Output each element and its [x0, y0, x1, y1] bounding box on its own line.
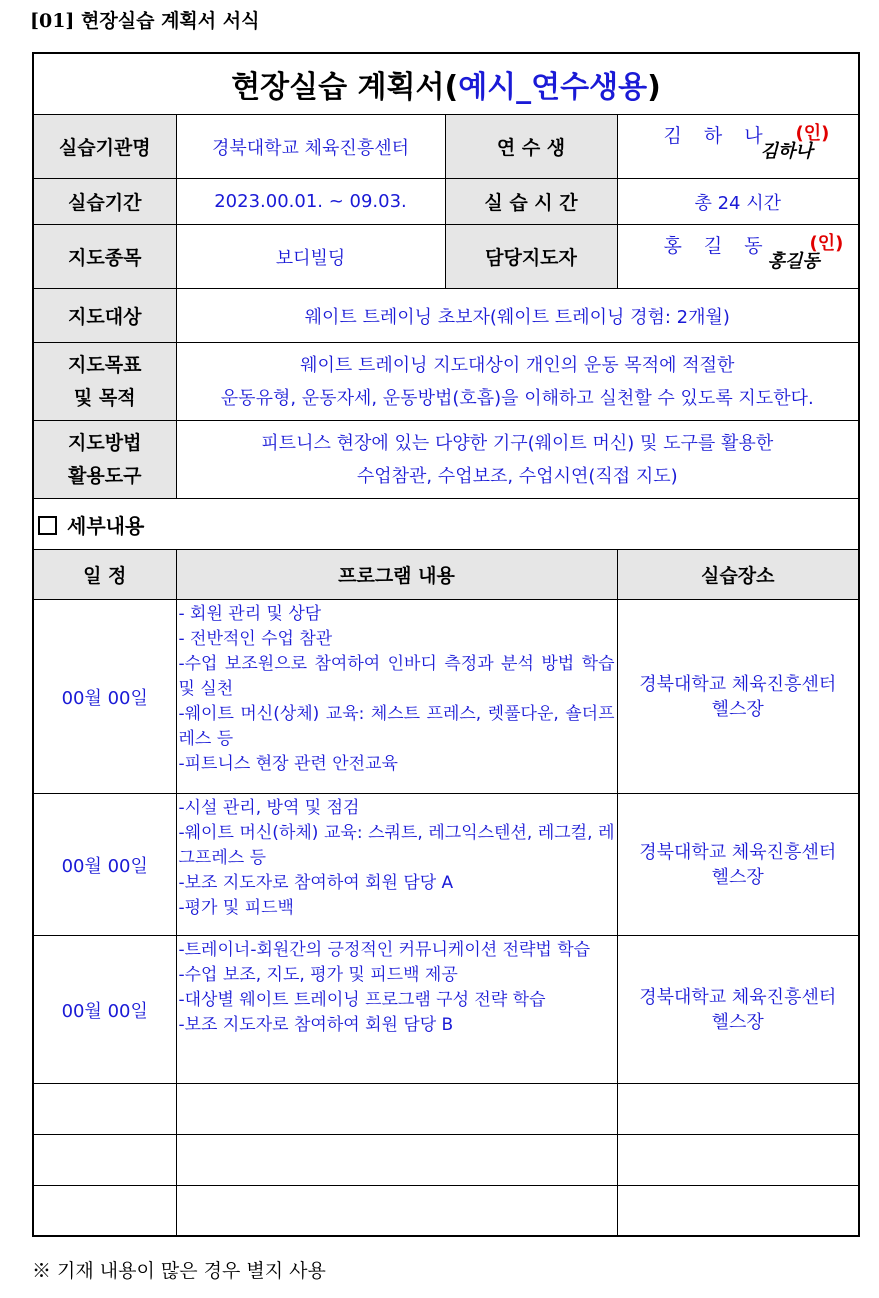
supervisor-seal: (인): [809, 233, 844, 254]
program-line: -보조 지도자로 참여하여 회원 담당 B: [178, 1015, 454, 1035]
title-highlight: 예시_연수생용: [458, 70, 648, 105]
goal-label: [33, 343, 176, 421]
supervisor-signature: 홍길동: [767, 251, 820, 272]
details-section-header: [33, 499, 859, 550]
place-line: 경북대학교 체육진흥센터: [639, 841, 837, 863]
row-program: [176, 936, 617, 1084]
method-label: [33, 421, 176, 499]
program-line: -수업 보조, 지도, 평가 및 피드백 제공: [178, 965, 458, 985]
program-line: -시설 관리, 방역 및 점검: [178, 798, 360, 818]
empty-row: [33, 1186, 859, 1236]
program-line: -웨이트 머신(하체) 교육: 스쿼트, 레그익스텐션, 레그컬, 레그프레스 등: [178, 823, 615, 868]
document-heading: [01] 현장실습 계획서 서식: [30, 10, 260, 32]
program-line: -평가 및 피드백: [178, 898, 294, 918]
hours-label: 실 습 시 간: [445, 179, 617, 225]
empty-cell: [176, 1135, 617, 1186]
program-line: -트레이너-회원간의 긍정적인 커뮤니케이션 전략법 학습: [178, 940, 591, 960]
sport-value: 보디빌딩: [176, 225, 445, 289]
goal-value: [176, 343, 859, 421]
supervisor-label: 담당지도자: [445, 225, 617, 289]
hours-value: 총 24 시간: [617, 179, 859, 225]
details-section-title: 세부내용: [67, 513, 145, 538]
table-row: [33, 794, 859, 936]
title-main: 현장실습 계획서(: [231, 70, 459, 105]
place-header: 실습장소: [617, 550, 859, 600]
row-program: [176, 794, 617, 936]
institution-value: 경북대학교 체육진흥센터: [176, 115, 445, 179]
row-date: 00월 00일: [33, 600, 176, 794]
supervisor-name: 홍 길 동: [663, 235, 771, 257]
row-date: 00월 00일: [33, 794, 176, 936]
supervisor-cell: [617, 225, 859, 289]
trainee-signature: 김하나: [760, 141, 813, 162]
institution-label: 실습기관명: [33, 115, 176, 179]
period-label: 실습기간: [33, 179, 176, 225]
place-line: 경북대학교 체육진흥센터: [639, 673, 837, 695]
title-end: ): [647, 70, 661, 105]
plan-table: [32, 52, 860, 1237]
trainee-cell: [617, 115, 859, 179]
method-label-line-1: 지도방법: [68, 431, 142, 454]
trainee-seal: (인): [795, 123, 830, 144]
schedule-header: 일 정: [33, 550, 176, 600]
empty-cell: [33, 1084, 176, 1135]
footnote: ※ 기재 내용이 많은 경우 별지 사용: [32, 1260, 326, 1282]
method-label-line-2: 활용도구: [68, 464, 142, 487]
goal-label-line-2: 및 목적: [73, 386, 136, 409]
place-line: 헬스장: [711, 866, 764, 888]
place-line: 헬스장: [711, 1011, 764, 1033]
method-value-line-1: 피트니스 현장에 있는 다양한 기구(웨이트 머신) 및 도구를 활용한: [261, 432, 774, 454]
method-value: [176, 421, 859, 499]
row-place: [617, 936, 859, 1084]
empty-cell: [33, 1186, 176, 1236]
target-label: 지도대상: [33, 289, 176, 343]
trainee-name: 김 하 나: [663, 125, 771, 147]
form-title: [33, 53, 859, 115]
method-value-line-2: 수업참관, 수업보조, 수업시연(직접 지도): [356, 465, 678, 487]
goal-label-line-1: 지도목표: [68, 353, 142, 376]
program-header: 프로그램 내용: [176, 550, 617, 600]
table-row: [33, 600, 859, 794]
table-row: [33, 936, 859, 1084]
program-line: -피트니스 현장 관련 안전교육: [178, 754, 398, 774]
empty-cell: [617, 1135, 859, 1186]
empty-row: [33, 1084, 859, 1135]
row-program: [176, 600, 617, 794]
program-line: -대상별 웨이트 트레이닝 프로그램 구성 전략 학습: [178, 990, 546, 1010]
row-place: [617, 600, 859, 794]
place-line: 헬스장: [711, 698, 764, 720]
period-value: 2023.00.01. ~ 09.03.: [176, 179, 445, 225]
row-date: 00월 00일: [33, 936, 176, 1084]
trainee-label: 연 수 생: [445, 115, 617, 179]
place-line: 경북대학교 체육진흥센터: [639, 986, 837, 1008]
row-place: [617, 794, 859, 936]
program-line: - 전반적인 수업 참관: [178, 629, 333, 649]
goal-value-line-2: 운동유형, 운동자세, 운동방법(호흡)을 이해하고 실천할 수 있도록 지도한다.: [220, 387, 814, 409]
target-value: 웨이트 트레이닝 초보자(웨이트 트레이닝 경험: 2개월): [176, 289, 859, 343]
empty-row: [33, 1135, 859, 1186]
empty-cell: [617, 1186, 859, 1236]
empty-cell: [33, 1135, 176, 1186]
goal-value-line-1: 웨이트 트레이닝 지도대상이 개인의 운동 목적에 적절한: [300, 354, 735, 376]
empty-cell: [176, 1186, 617, 1236]
empty-cell: [176, 1084, 617, 1135]
program-line: -웨이트 머신(상체) 교육: 체스트 프레스, 렛풀다운, 숄더프레스 등: [178, 704, 615, 749]
empty-cell: [617, 1084, 859, 1135]
program-line: -보조 지도자로 참여하여 회원 담당 A: [178, 873, 454, 893]
checkbox-square-icon: [38, 516, 57, 535]
sport-label: 지도종목: [33, 225, 176, 289]
plan-form: [32, 52, 858, 1237]
program-line: - 회원 관리 및 상담: [178, 604, 322, 624]
program-line: -수업 보조원으로 참여하여 인바디 측정과 분석 방법 학습 및 실천: [178, 654, 615, 699]
